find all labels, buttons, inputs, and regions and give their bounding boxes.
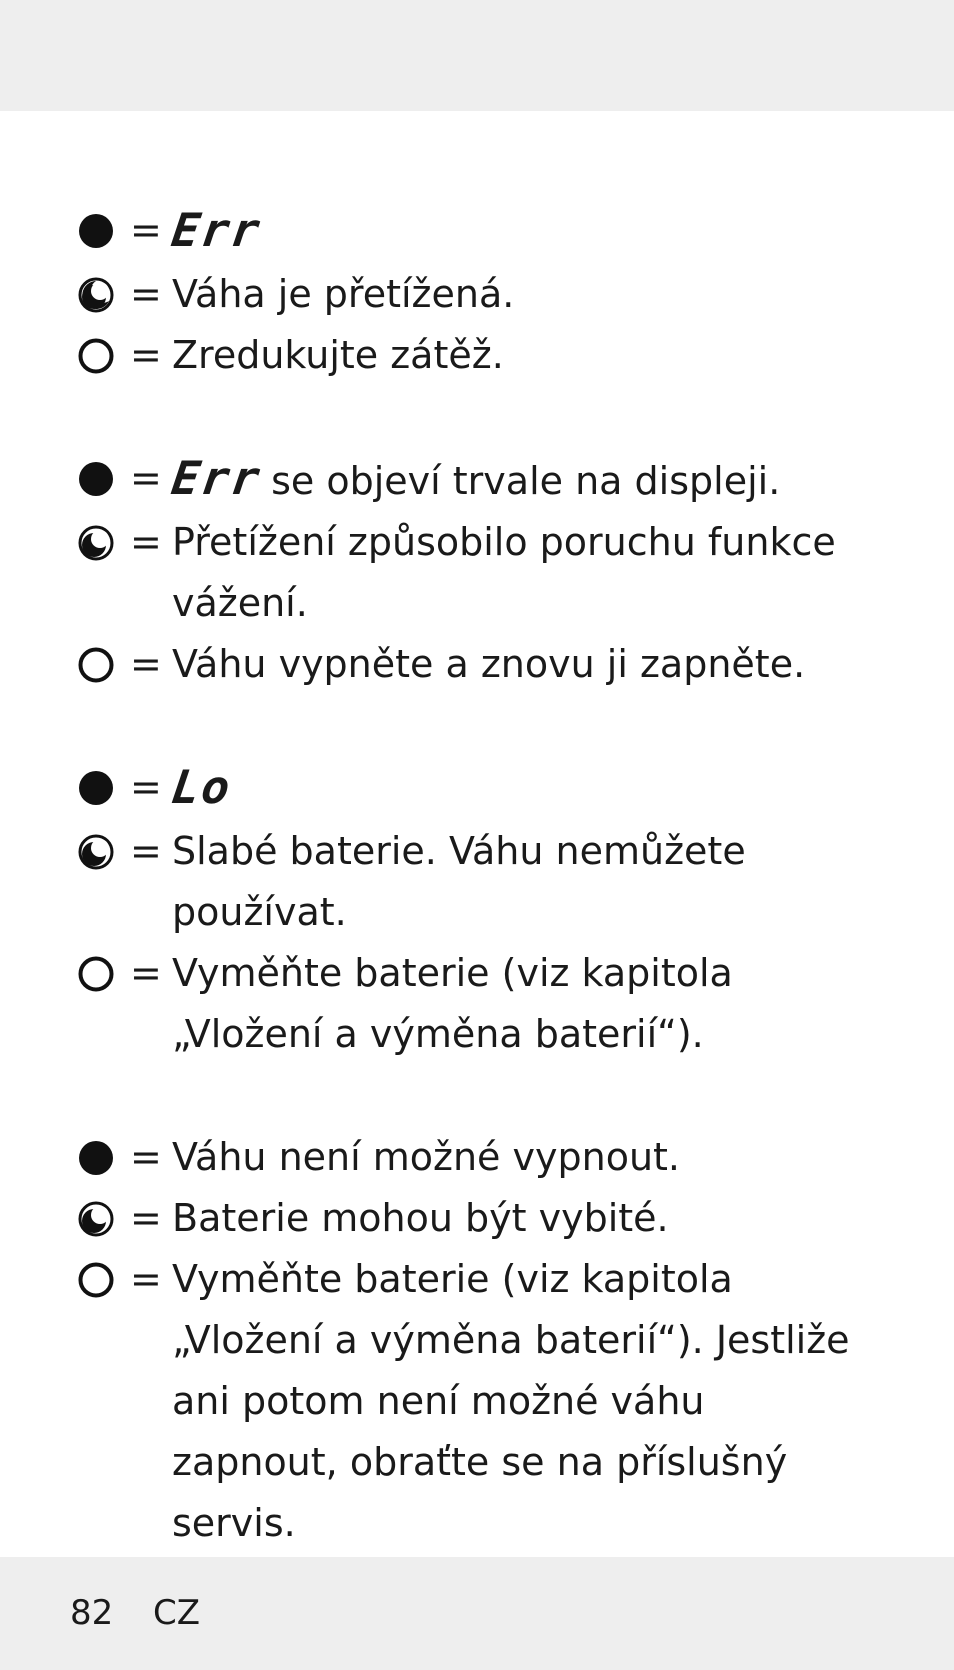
lcd-display-text: Err xyxy=(168,203,265,257)
legend-text: Přetížení způsobilo poruchu funkce vážení. xyxy=(172,520,836,625)
filled-circle-icon xyxy=(78,1140,114,1176)
blinking-circle-icon xyxy=(78,1201,114,1237)
equals-sign: = xyxy=(130,208,162,252)
equals-sign: = xyxy=(130,1135,162,1179)
legend-text: Slabé baterie. Váhu nemůžete používat. xyxy=(172,829,746,934)
footer-band xyxy=(0,1557,954,1670)
equals-sign: = xyxy=(130,829,162,873)
legend-text: Vyměňte baterie (viz kapitola „Vložení a výměna baterií“). xyxy=(172,951,733,1056)
legend-group-err-permanent xyxy=(78,448,878,695)
equals-sign: = xyxy=(130,642,162,686)
legend-row xyxy=(78,325,878,386)
blinking-circle-icon xyxy=(78,277,114,313)
legend-row xyxy=(78,448,878,512)
filled-circle-icon xyxy=(78,770,114,806)
equals-sign: = xyxy=(130,1196,162,1240)
equals-sign: = xyxy=(130,272,162,316)
legend-row xyxy=(78,200,878,264)
equals-sign: = xyxy=(130,333,162,377)
page-number: 82 xyxy=(70,1593,114,1633)
legend-row xyxy=(78,943,878,1065)
legend-row xyxy=(78,1249,878,1554)
equals-sign: = xyxy=(130,456,162,500)
filled-circle-icon xyxy=(78,461,114,497)
top-band xyxy=(0,0,954,111)
legend-row xyxy=(78,1127,878,1188)
legend-text: Váha je přetížená. xyxy=(172,272,515,316)
legend-text: Vyměňte baterie (viz kapitola „Vložení a výměna baterií“). Jestliže ani potom není možné váhu zapnout, obraťte se na příslušný servis. xyxy=(172,1257,850,1545)
legend-content xyxy=(78,200,878,1616)
legend-row xyxy=(78,1188,878,1249)
open-circle-icon xyxy=(78,338,114,374)
language-code: CZ xyxy=(153,1593,201,1633)
filled-circle-icon xyxy=(78,213,114,249)
lcd-display-text: Lo xyxy=(168,760,236,814)
legend-text: Baterie mohou být vybité. xyxy=(172,1196,669,1240)
legend-text: Váhu není možné vypnout. xyxy=(172,1135,681,1179)
legend-row xyxy=(78,634,878,695)
open-circle-icon xyxy=(78,956,114,992)
legend-text: se objeví trvale na displeji. xyxy=(271,459,781,503)
lcd-display-text: Err xyxy=(168,451,265,505)
blinking-circle-icon xyxy=(78,834,114,870)
legend-row xyxy=(78,512,878,634)
open-circle-icon xyxy=(78,1262,114,1298)
legend-group-low-battery xyxy=(78,757,878,1065)
blinking-circle-icon xyxy=(78,525,114,561)
legend-text: Váhu vypněte a znovu ji zapněte. xyxy=(172,642,806,686)
legend-group-err-overload xyxy=(78,200,878,386)
legend-row xyxy=(78,757,878,821)
legend-group-cannot-switch-off xyxy=(78,1127,878,1554)
equals-sign: = xyxy=(130,765,162,809)
equals-sign: = xyxy=(130,1257,162,1301)
legend-row xyxy=(78,821,878,943)
equals-sign: = xyxy=(130,520,162,564)
legend-text: Zredukujte zátěž. xyxy=(172,333,504,377)
equals-sign: = xyxy=(130,951,162,995)
legend-row xyxy=(78,264,878,325)
open-circle-icon xyxy=(78,647,114,683)
